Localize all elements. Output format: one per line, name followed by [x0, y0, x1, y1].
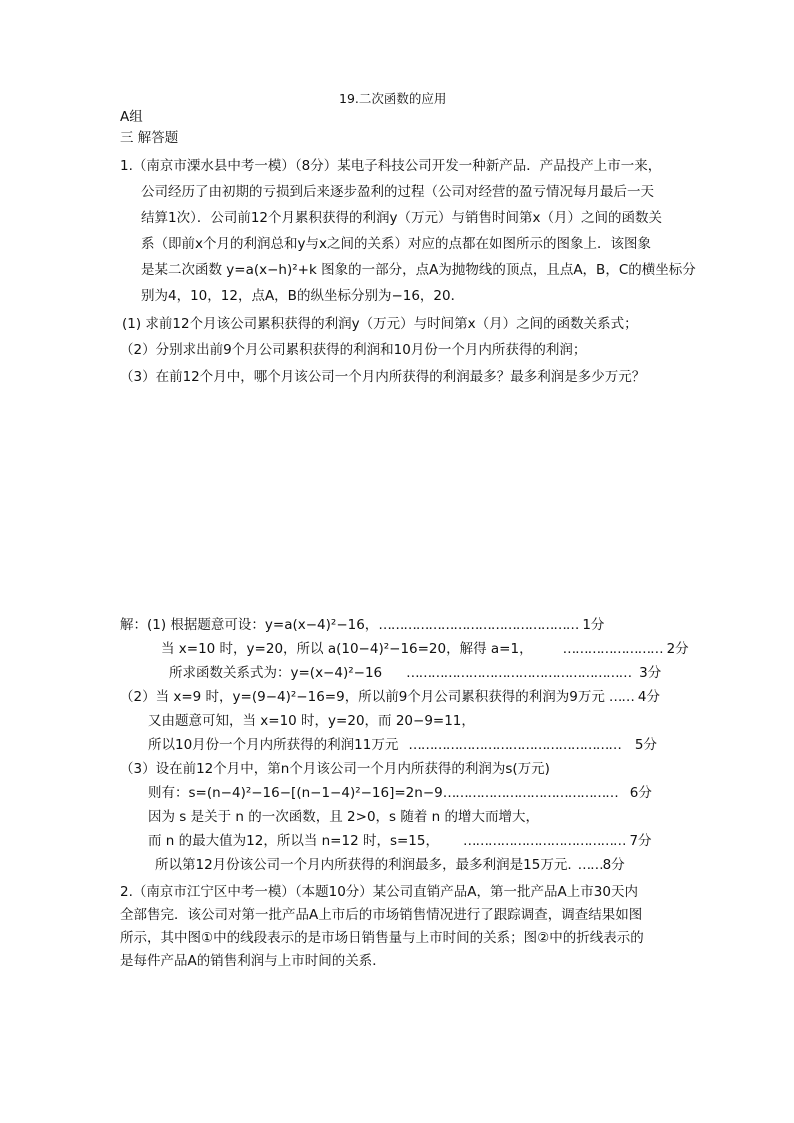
score: 2分 [666, 641, 689, 657]
solution-line: 当 x=10 时，y=20，所以 a(10−4)²−16=20，解得 a=1， …………………… 2分 [161, 641, 689, 657]
score: 4分 [637, 689, 660, 705]
group-label: A组 [120, 109, 143, 125]
solution-line: 而 n 的最大值为12，所以当 n=12 时，s=15， ………………………………… 7分 [148, 833, 652, 849]
q1-subquestion: （2）分别求出前9个月公司累积获得的利润和10月份一个月内所获得的利润； [120, 342, 587, 358]
score: 8分 [602, 857, 625, 873]
q1-line: 别为4，10，12，点A，B的纵坐标分别为−16，20． [141, 288, 465, 304]
q1-line: 公司经历了由初期的亏损到后来逐步盈利的过程（公司对经营的盈亏情况每月最后一天 [141, 184, 654, 200]
q1-line: 1.（南京市溧水县中考一模）（8分）某电子科技公司开发一种新产品．产品投产上市一来， [120, 158, 662, 174]
solution-line: 所以10月份一个月内所获得的利润11万元 …………………………………………… 5分 [148, 737, 657, 753]
q2-line: 全部售完．该公司对第一批产品A上市后的市场销售情况进行了跟踪调查，调查结果如图 [120, 907, 643, 923]
score: 5分 [634, 737, 657, 753]
page-title: 19.二次函数的应用 [339, 91, 447, 106]
q2-line: 2.（南京市江宁区中考一模）（本题10分）某公司直销产品A，第一批产品A上市30天内 [120, 884, 638, 900]
solution-line: 又由题意可知，当 x=10 时，y=20，而 20−9=11， [148, 713, 475, 729]
q2-line: 所示，其中图①中的线段表示的是市场日销售量与上市时间的关系；图②中的折线表示的 [120, 930, 644, 946]
q1-subquestion: (1) 求前12个月该公司累积获得的利润y（万元）与时间第x（月）之间的函数关系式； [122, 316, 638, 332]
q1-line: 结算1次）．公司前12个月累积获得的利润y（万元）与销售时间第x（月）之间的函数关 [141, 210, 662, 226]
solution-line: （2）当 x=9 时，y=(9−4)²−16=9，所以前9个月公司累积获得的利润为9万元 …… 4分 [120, 689, 660, 705]
score: 6分 [629, 785, 652, 801]
section-heading: 三 解答题 [120, 130, 179, 146]
q1-line: 系（即前x个月的利润总和y与x之间的关系）对应的点都在如图所示的图象上．该图象 [141, 236, 651, 252]
q2-line: 是每件产品A的销售利润与上市时间的关系． [120, 953, 386, 969]
score: 7分 [629, 833, 652, 849]
solution-line: 则有：s=(n−4)²−16−[(n−1−4)²−16]=2n−9…………………………………… 6分 [148, 785, 652, 801]
score: 3分 [639, 665, 662, 681]
solution-line: 因为 s 是关于 n 的一次函数，且 2>0，s 随着 n 的增大而增大， [148, 809, 539, 825]
solution-line: 解：(1) 根据题意可设：y=a(x−4)²−16，………………………………………… 1分 [120, 617, 605, 633]
solution-line: （3）设在前12个月中，第n个月该公司一个月内所获得的利润为s(万元) [120, 761, 550, 777]
score: 1分 [582, 617, 605, 633]
q1-subquestion: （3）在前12个月中，哪个月该公司一个月内所获得的利润最多？最多利润是多少万元？ [120, 369, 646, 385]
solution-line: 所以第12月份该公司一个月内所获得的利润最多，最多利润是15万元. ……8分 [155, 857, 625, 873]
q1-line: 是某二次函数 y=a(x−h)²+k 图象的一部分，点A为抛物线的顶点，且点A，B，C的横坐标分 [141, 262, 696, 278]
solution-line: 所求函数关系式为：y=(x−4)²−16 ……………………………………………… 3分 [169, 665, 662, 681]
